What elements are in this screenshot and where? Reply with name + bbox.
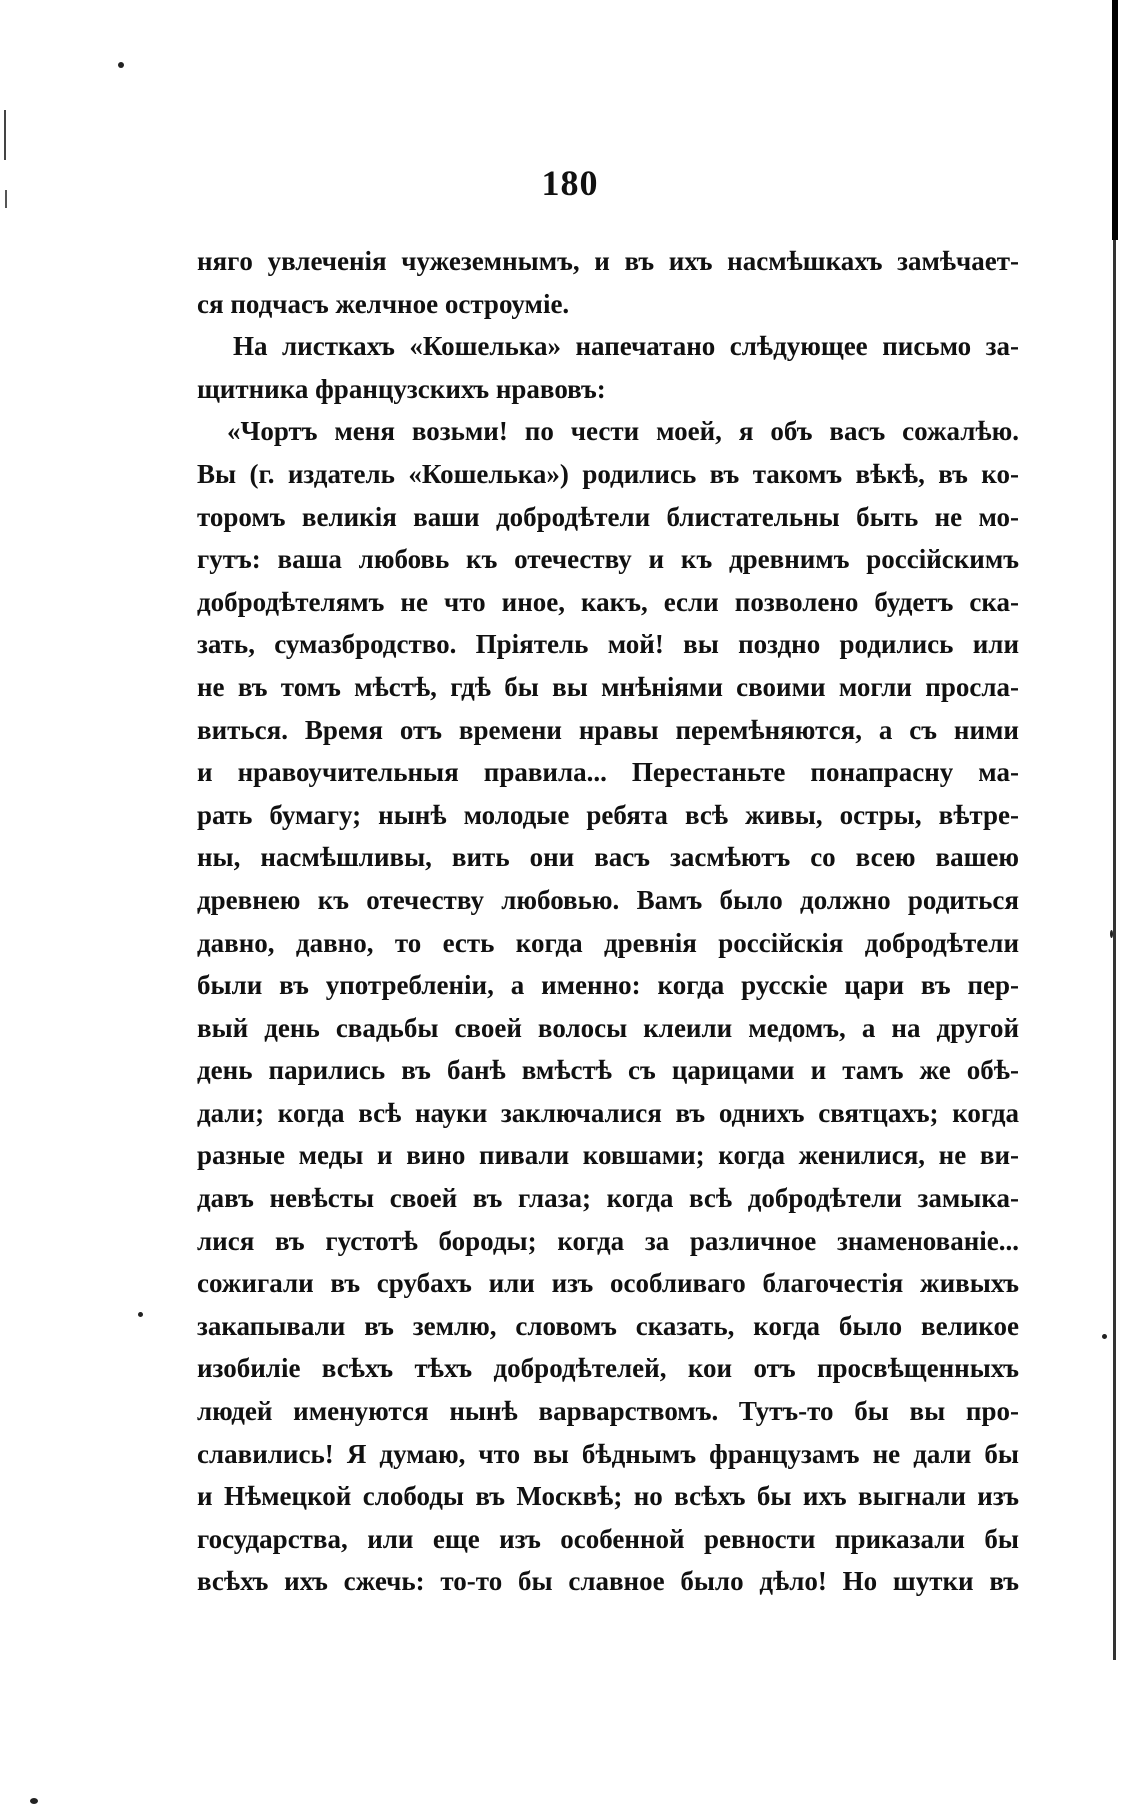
text-line: «Чортъ меня возьми! по чести моей, я объ васъ сожалѣю. xyxy=(227,416,1019,447)
text-line: изобиліе всѣхъ тѣхъ добродѣтелей, кои отъ просвѣщенныхъ xyxy=(197,1353,1019,1384)
text-line: и Нѣмецкой слободы въ Москвѣ; но всѣхъ бы ихъ выгнали изъ xyxy=(197,1481,1019,1512)
text-line: день парились въ банѣ вмѣстѣ съ царицами и тамъ же обѣ- xyxy=(197,1055,1019,1086)
text-line: виться. Время отъ времени нравы перемѣняются, а съ ними xyxy=(197,714,1019,745)
scan-left-mark xyxy=(4,110,6,160)
text-line: нягo увлеченія чужеземнымъ, и въ ихъ насмѣшкахъ замѣчает- xyxy=(197,246,1019,276)
text-line: ны, насмѣшливы, вить они васъ засмѣютъ со всею вашею xyxy=(197,842,1019,873)
scan-edge-mark xyxy=(1112,0,1118,240)
text-line: ся подчасъ желчное остроуміе. xyxy=(197,288,570,319)
text-line: торомъ великія ваши добродѣтели блистательны быть не мо- xyxy=(197,501,1019,532)
page-number: 180 xyxy=(541,163,599,203)
text-line: славились! Я думаю, что вы бѣднымъ французамъ не дали бы xyxy=(197,1438,1019,1469)
text-line: гутъ: ваша любовь къ отечеству и къ древнимъ россійскимъ xyxy=(197,544,1019,575)
text-line: рать бумагу; нынѣ молодые ребята всѣ живы, остры, вѣтре- xyxy=(197,799,1019,830)
text-line: дали; когда всѣ науки заключалися въ однихъ святцахъ; когда xyxy=(197,1097,1019,1128)
scan-edge-line xyxy=(1113,240,1116,1660)
scan-speck xyxy=(30,1798,38,1804)
text-line: На листкахъ «Кошелька» напечатано слѣдующее письмо за- xyxy=(233,331,1019,362)
text-line: добродѣтелямъ не что иное, какъ, если позволено будетъ ска- xyxy=(197,586,1019,617)
text-line: зать, сумазбродство. Пріятель мой! вы поздно родились или xyxy=(197,629,1019,660)
body-text xyxy=(197,240,1019,1603)
text-line: закапывали въ землю, словомъ сказать, когда было великое xyxy=(197,1310,1019,1341)
scan-speck xyxy=(1110,930,1113,938)
text-line: и нравоучительныя правила... Перестаньте понапрасну ма- xyxy=(197,757,1019,788)
text-line: людей именуются нынѣ варварствомъ. Тутъ-то бы вы про- xyxy=(197,1396,1019,1427)
text-line: были въ употребленіи, а именно: когда русскіе цари въ пер- xyxy=(197,970,1019,1001)
text-line: вый день свадьбы своей волосы клеили медомъ, а на другой xyxy=(197,1012,1019,1043)
text-line: государства, или еще изъ особенной ревности приказали бы xyxy=(197,1523,1019,1554)
text-line: щитника французскихъ нравовъ: xyxy=(197,373,606,404)
text-line: сожигали въ срубахъ или изъ особливаго благочестія живыхъ xyxy=(197,1268,1019,1299)
text-line: всѣхъ ихъ сжечь: то-то бы славное было дѣло! Но шутки въ xyxy=(197,1566,1019,1597)
scan-speck xyxy=(1102,1334,1107,1339)
scan-speck xyxy=(118,62,124,68)
text-line: давъ невѣсты своей въ глаза; когда всѣ добродѣтели замыка- xyxy=(197,1183,1019,1214)
text-line: Вы (г. издатель «Кошелька») родились въ такомъ вѣкѣ, въ ко- xyxy=(197,458,1019,489)
text-line: не въ томъ мѣстѣ, гдѣ бы вы мнѣніями своими могли просла- xyxy=(197,671,1019,702)
text-line: разные меды и вино пивали ковшами; когда женилися, не ви- xyxy=(197,1140,1019,1171)
text-line: давно, давно, то есть когда древнія россійскія добродѣтели xyxy=(197,927,1019,958)
text-line: лися въ густотѣ бороды; когда за различное знаменованіе... xyxy=(197,1225,1019,1256)
scan-speck xyxy=(138,1312,143,1317)
text-line: древнею къ отечеству любовью. Вамъ было должно родиться xyxy=(197,884,1019,915)
